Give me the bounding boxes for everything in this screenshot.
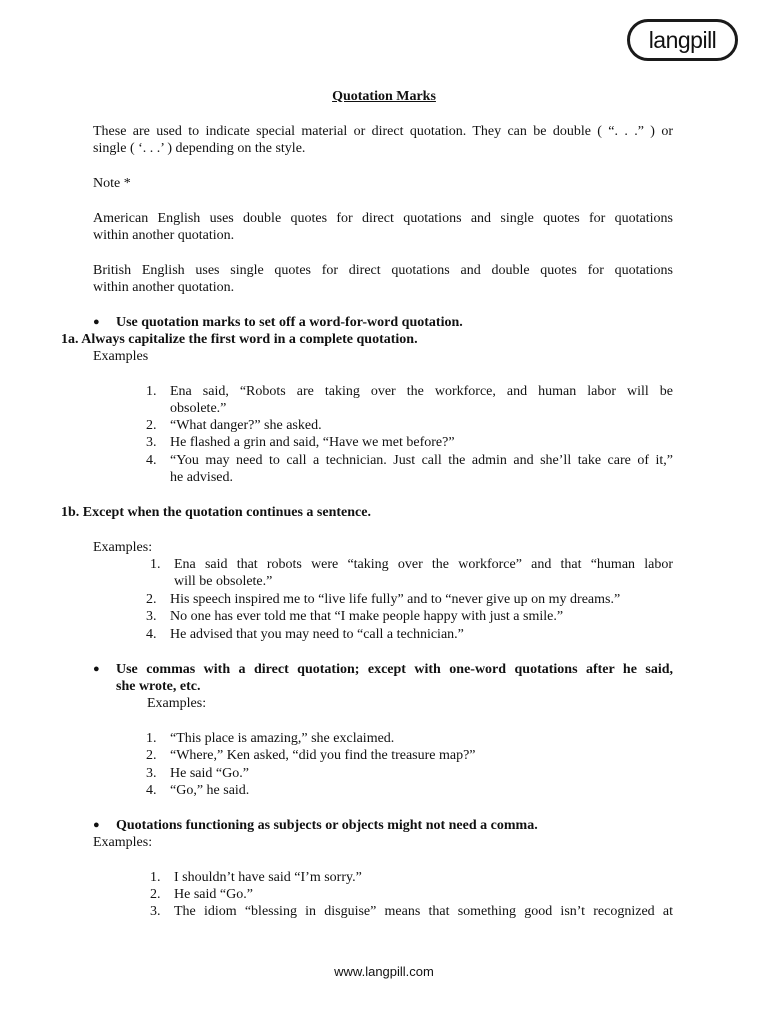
list-item: “This place is amazing,” she exclaimed.: [170, 731, 395, 746]
bullet-icon: ●: [93, 819, 100, 831]
intro-text-line1: These are used to indicate special material or direct quotation. They can be double ( “. . .” ) or: [93, 124, 673, 139]
list-number: 2.: [146, 748, 157, 763]
list-number: 1.: [150, 870, 161, 885]
intro-text-line2: single ( ‘. . .’ ) depending on the style.: [93, 141, 306, 156]
rule-1b-heading: 1b. Except when the quotation continues a sentence.: [61, 505, 371, 520]
american-english-line2: within another quotation.: [93, 228, 235, 243]
british-english-line2: within another quotation.: [93, 280, 235, 295]
list-item-continued: will be obsolete.”: [174, 574, 273, 589]
american-english-line1: American English uses double quotes for direct quotations and single quotes for quotations: [93, 211, 673, 226]
list-item: Ena said that robots were “taking over the workforce” and that “human labor: [174, 557, 673, 572]
list-number: 1.: [146, 731, 157, 746]
bullet-icon: ●: [93, 316, 100, 328]
list-number: 4.: [146, 783, 157, 798]
list-item: The idiom “blessing in disguise” means that something good isn’t recognized at: [174, 904, 673, 919]
british-english-line1: British English uses single quotes for direct quotations and double quotes for quotations: [93, 263, 673, 278]
page-title: Quotation Marks: [332, 89, 436, 104]
list-item: “You may need to call a technician. Just call the admin and she’ll take care of it,”: [170, 453, 673, 468]
list-item: No one has ever told me that “I make people happy with just a smile.”: [170, 609, 564, 624]
rule-3-heading: Quotations functioning as subjects or objects might not need a comma.: [116, 818, 538, 833]
list-number: 1.: [150, 557, 161, 572]
list-item: His speech inspired me to “live life fully” and to “never give up on my dreams.”: [170, 592, 621, 607]
examples-label: Examples:: [93, 540, 153, 555]
list-item-continued: obsolete.”: [170, 401, 227, 416]
list-number: 4.: [146, 453, 157, 468]
examples-label: Examples: [93, 349, 149, 364]
rule-1a-heading: 1a. Always capitalize the first word in a complete quotation.: [61, 332, 418, 347]
rule-2-heading-line2: she wrote, etc.: [116, 679, 201, 694]
list-item: He said “Go.”: [174, 887, 253, 902]
list-number: 3.: [150, 904, 161, 919]
rule-2-heading-line1: Use commas with a direct quotation; except with one-word quotations after he said,: [116, 662, 673, 677]
list-number: 2.: [150, 887, 161, 902]
examples-label: Examples:: [147, 696, 207, 711]
list-item: “What danger?” she asked.: [170, 418, 322, 433]
examples-label: Examples:: [93, 835, 153, 850]
note-label: Note *: [93, 176, 131, 191]
list-number: 2.: [146, 592, 157, 607]
list-number: 3.: [146, 766, 157, 781]
list-item-continued: he advised.: [170, 470, 233, 485]
list-item: He said “Go.”: [170, 766, 249, 781]
list-number: 3.: [146, 609, 157, 624]
rule-1-heading: Use quotation marks to set off a word-for-word quotation.: [116, 315, 463, 330]
list-number: 4.: [146, 627, 157, 642]
footer-url[interactable]: www.langpill.com: [334, 964, 434, 979]
list-number: 2.: [146, 418, 157, 433]
list-item: “Go,” he said.: [170, 783, 250, 798]
list-item: “Where,” Ken asked, “did you find the treasure map?”: [170, 748, 476, 763]
langpill-logo: langpill: [627, 19, 738, 61]
list-item: I shouldn’t have said “I’m sorry.”: [174, 870, 362, 885]
list-number: 1.: [146, 384, 157, 399]
list-item: He flashed a grin and said, “Have we met before?”: [170, 435, 455, 450]
list-item: He advised that you may need to “call a technician.”: [170, 627, 464, 642]
list-number: 3.: [146, 435, 157, 450]
bullet-icon: ●: [93, 663, 100, 675]
list-item: Ena said, “Robots are taking over the workforce, and human labor will be: [170, 384, 673, 399]
